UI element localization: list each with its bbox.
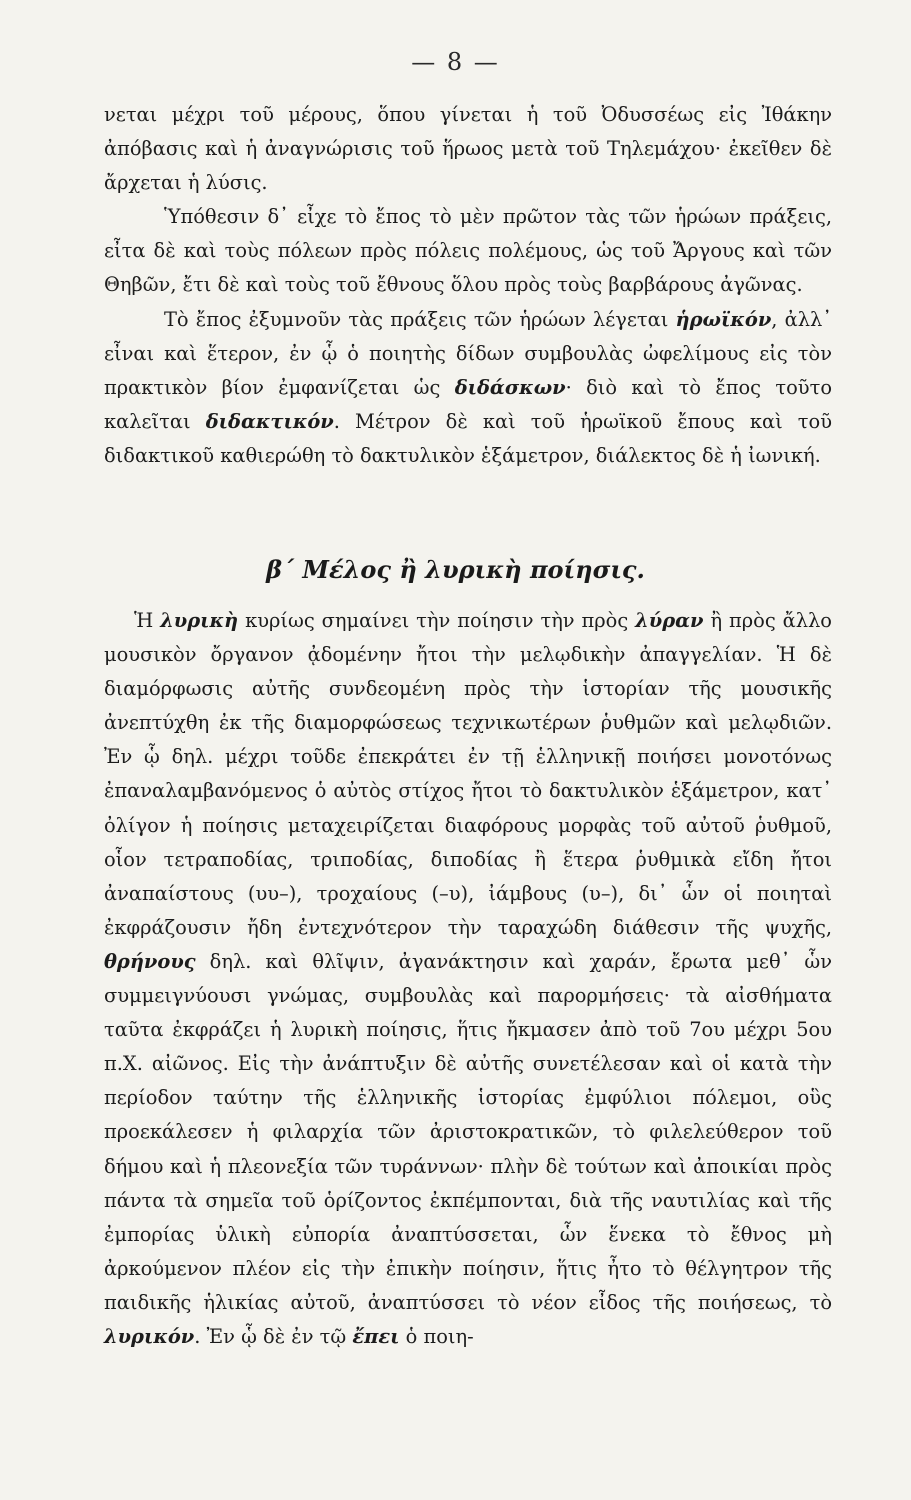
paragraph-text: ὁ ποιη- [399,1324,474,1348]
emphasized-term: ἡρωϊκόν [675,307,772,331]
paragraph-text: κυρίως σημαίνει τὴν ποίησιν τὴν πρὸς [238,609,636,632]
paragraph-text: νεται μέχρι τοῦ μέρους, ὅπου γίνεται ἡ τοῦ Ὀδυσσέως εἰς Ἰθάκην ἀπόβασις καὶ ἡ ἀναγνώρισις τοῦ ἥρωος μετὰ τοῦ Τηλεμάχου· ἐκεῖθεν δὲ ἄρχεται ἡ λύσις. [104,103,832,195]
emphasized-term: διδακτικόν [205,409,334,433]
text-block-lyric [104,604,832,1354]
paragraph-text: δηλ. καὶ θλῖψιν, ἀγανάκτησιν καὶ χαράν, ἔρωτα μεθ᾽ ὧν συμμειγνύουσι γνώμας, συμβουλὰς καὶ παρορμήσεις· τὰ αἰσθήματα ταῦτα ἐκφράζει ἡ λυρικὴ ποίησις, ἥτις ἤκμασεν ἀπὸ τοῦ 7ου μέχρι 5ου π.Χ. αἰῶνος. Εἰς τὴν ἀνάπτυξιν δὲ αὐτῆς συνετέλεσαν καὶ οἱ κατὰ τὴν περίοδον ταύτην τῆς ἑλληνικῆς ἱστορίας ἐμφύλιοι πόλεμοι, οὓς προεκάλεσεν ἡ φιλαρχία τῶν ἀριστοκρατικῶν, τὸ φιλελεύθερον τοῦ δήμου καὶ ἡ πλεονεξία τῶν τυράννων· πλὴν δὲ τούτων καὶ ἀποικίαι πρὸς πάντα τὰ σημεῖα τοῦ ὁρίζοντος ἐκπέμπονται, διὰ τῆς ναυτιλίας καὶ τῆς ἐμπορίας ὑλικὴ εὐπορία ἀναπτύσσεται, ὧν ἕνεκα τὸ ἔθνος μὴ ἀρκούμενον πλέον εἰς τὴν ἐπικὴν ποίησιν, ἥτις ἦτο τὸ θέλγητρον τῆς παιδικῆς ἡλικίας αὐτοῦ, ἀναπτύσσει τὸ νέον εἶδος τῆς ποιήσεως, τὸ [104,949,832,1314]
paragraph [104,98,832,200]
emphasized-term: θρήνους [104,949,196,973]
paragraph [104,604,832,1354]
paragraph-text: · διὸ καὶ τὸ ἔπος τοῦτο καλεῖται [104,375,832,433]
paragraph-text: . Μέτρον δὲ καὶ τοῦ ἡρωϊκοῦ ἔπους καὶ τοῦ διδακτικοῦ καθιερώθη τὸ δακτυλικὸν ἑξάμετρον, διάλεκτος δὲ ἡ ἰωνική. [104,409,832,467]
paragraph-text: Ὑπόθεσιν δ᾽ εἶχε τὸ ἔπος τὸ μὲν πρῶτον τὰς τῶν ἡρώων πράξεις, εἶτα δὲ καὶ τοὺς πόλεων πρὸς πόλεις πολέμους, ὡς τοῦ Ἄργους καὶ τῶν Θηβῶν, ἔτι δὲ καὶ τοὺς τοῦ ἔθνους ὅλου πρὸς τοὺς βαρβάρους ἀγῶνας. [104,205,832,297]
page-number: — 8 — [411,48,500,76]
paragraph-text: ἢ πρὸς ἄλλο μουσικὸν ὄργανον ᾀδομένην ἤτοι τὴν μελῳδικὴν ἀπαγγελίαν. Ἡ δὲ διαμόρφωσις αὐτῆς συνδεομένη πρὸς τὴν ἱστορίαν τῆς μουσικῆς ἀνεπτύχθη ἐκ τῆς διαμορφώσεως τεχνικωτέρων ῥυθμῶν καὶ μελῳδιῶν. Ἐν ᾧ δηλ. μέχρι τοῦδε ἐπεκράτει ἐν τῇ ἑλληνικῇ ποιήσει μονοτόνως ἐπαναλαμβανόμενος ὁ αὐτὸς στίχος ἤτοι τὸ δακτυλικὸν ἑξάμετρον, κατ᾽ ὀλίγον ἡ ποίησις μεταχειρίζεται διαφόρους μορφὰς τοῦ αὐτοῦ ῥυθμοῦ, οἷον τετραποδίας, τριποδίας, διποδίας ἢ ἕτερα ῥυθμικὰ εἴδη ἤτοι ἀναπαίστους (υυ–), τροχαίους (–υ), ἰάμβους (υ–), δι᾽ ὧν οἱ ποιηταὶ ἐκφράζουσιν ἤδη ἐντεχνότερον τὴν ταραχώδη διάθεσιν τῆς ψυχῆς, [104,609,832,939]
paragraph-text: , ἀλλ᾽ εἶναι καὶ ἕτερον, ἐν ᾧ ὁ ποιητὴς δίδων συμβουλὰς ὠφελίμους εἰς τὸν πρακτικὸν βίον ἐμφανίζεται ὡς [104,307,832,399]
text-block-top [104,98,832,473]
emphasized-term: διδάσκων [454,375,566,399]
emphasized-term: λυρικὴ [160,609,239,632]
emphasized-term: ἔπει [352,1324,400,1348]
paragraph-text: Ἡ [134,609,161,632]
emphasized-term: λυρικόν [104,1324,195,1348]
paragraph [104,200,832,302]
paragraph-text: Τὸ ἔπος ἐξυμνοῦν τὰς πράξεις τῶν ἡρώων λέγεται [164,307,676,331]
section-heading: β΄ Μέλος ἢ λυρικὴ ποίησις. [266,555,645,584]
emphasized-term: λύραν [635,609,704,632]
paragraph [104,303,832,473]
paragraph-text: . Ἐν ᾧ δὲ ἐν τῷ [194,1324,353,1348]
